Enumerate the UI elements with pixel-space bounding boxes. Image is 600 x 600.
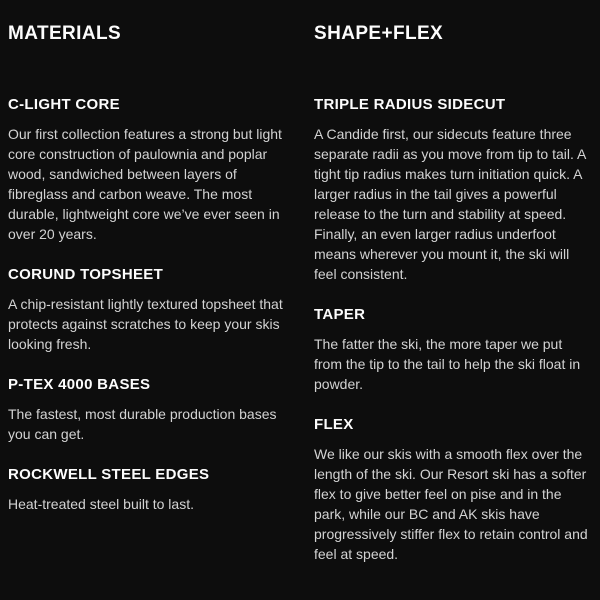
spec-section xyxy=(8,267,284,354)
section-body: A chip-resistant lightly textured topsheet that protects against scratches to keep your skis looking fresh. xyxy=(8,296,283,352)
spec-section xyxy=(314,307,590,394)
spec-column xyxy=(314,24,590,587)
column-sections xyxy=(8,97,284,514)
spec-section xyxy=(8,97,284,244)
section-body: A Candide first, our sidecuts feature three separate radii as you move from tip to tail. A tight tip radius makes turn initiation quick. A larger radius in the tail gives a powerful release to the turn and stability at speed. Finally, an even larger radius underfoot means wherever you mount it, the ski will feel consistent. xyxy=(314,126,586,282)
section-body: The fatter the ski, the more taper we put from the tip to the tail to help the ski float in powder. xyxy=(314,336,581,392)
section-heading: TRIPLE RADIUS SIDECUT xyxy=(314,96,506,113)
section-heading: FLEX xyxy=(314,416,354,433)
section-body: Our first collection features a strong but light core construction of paulownia and poplar wood, sandwiched between layers of fibreglass and carbon weave. The most durable, lightweight core we’ve ever seen in over 20 years. xyxy=(8,126,282,242)
section-heading: P-TEX 4000 BASES xyxy=(8,376,151,393)
column-sections xyxy=(314,97,590,564)
section-heading: TAPER xyxy=(314,306,366,323)
spec-section xyxy=(8,467,284,514)
column-title: MATERIALS xyxy=(8,23,122,44)
section-body: The fastest, most durable production bases you can get. xyxy=(8,406,277,442)
section-body: Heat-treated steel built to last. xyxy=(8,496,194,512)
spec-section xyxy=(314,417,590,564)
spec-section xyxy=(8,377,284,444)
section-body: We like our skis with a smooth flex over the length of the ski. Our Resort ski has a softer flex to give better feel on pise and in the park, while our BC and AK skis have progressively stiffer flex to retain control and feel at speed. xyxy=(314,446,588,562)
section-heading: ROCKWELL STEEL EDGES xyxy=(8,466,210,483)
spec-section xyxy=(314,97,590,284)
spec-columns xyxy=(8,24,590,587)
spec-column xyxy=(8,24,284,587)
column-title: SHAPE+FLEX xyxy=(314,23,444,44)
section-heading: C-LIGHT CORE xyxy=(8,96,120,113)
section-heading: CORUND TOPSHEET xyxy=(8,266,164,283)
